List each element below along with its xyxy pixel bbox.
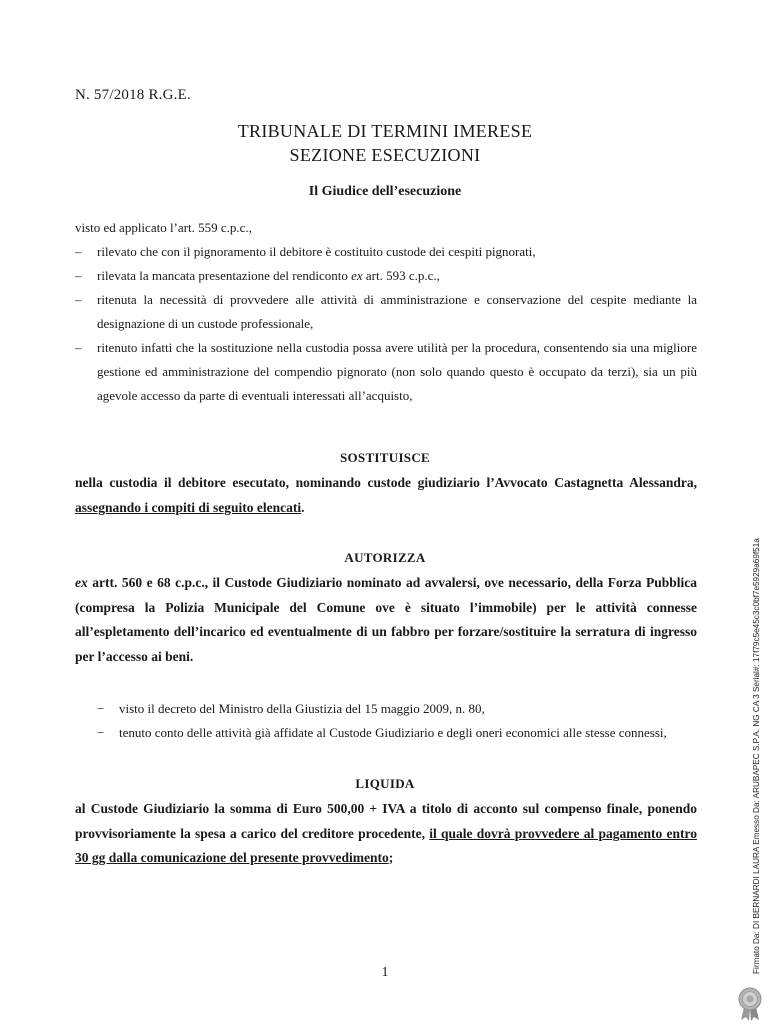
consideration-text: art. 593 c.p.c., [362, 268, 440, 283]
autorizza-paragraph [75, 571, 697, 669]
liquida-heading: LIQUIDA [355, 776, 415, 791]
digital-signature-note: Firmato Da: DI BERNARDI LAURA Emesso Da: ARUBAPEC S.P.A. NG CA 3 Serial#: 17f79c5e45c3c0bf7e5929a69f51a [752, 538, 761, 974]
list-item [75, 240, 697, 264]
list-item [75, 264, 697, 288]
autorizza-italic: ex [75, 575, 88, 590]
autorizza-text: artt. 560 e 68 c.p.c., il Custode Giudiziario nominato ad avvalersi, ove necessario, della Forza Pubblica (compresa la Polizia Municipale del Comune ove è situato l’immobile) per le attività connesse all’espletamento dell’incarico ed eventualmente di un fabbro per forzare/sostituire la serratura di ingresso per l’accesso ai beni. [75, 575, 697, 664]
consideration-text: rilevata la mancata presentazione del rendiconto [97, 268, 352, 283]
consideration-text: ritenuta la necessità di provvedere alle attività di amministrazione e conservazione del cespite mediante la designazione di un custode professionale, [97, 292, 697, 331]
bullet-dash: − [97, 701, 105, 716]
premise-text: visto il decreto del Ministro della Giustizia del 15 maggio 2009, n. 80, [119, 701, 485, 716]
liquida-paragraph [75, 797, 697, 871]
list-item [97, 721, 697, 745]
list-item [75, 336, 697, 408]
judge-title: Il Giudice dell’esecuzione [308, 184, 462, 199]
liquida-end: ; [388, 850, 394, 865]
sostituisce-heading: SOSTITUISCE [339, 450, 430, 465]
bullet-dash: − [97, 725, 105, 740]
considerations-list [75, 240, 697, 408]
consideration-text: ritenuto infatti che la sostituzione nella custodia possa avere utilità per la procedura, consentendo sia una migliore gestione ed amministrazione del compendio pignorato (non solo quando questo è occupato da terzi), sia un più agevole accesso da parte di eventuali interessati all’acquisto, [97, 340, 697, 403]
list-item [97, 697, 697, 721]
consideration-text: rilevato che con il pignoramento il debitore è costituito custode dei cespiti pignorati, [97, 244, 536, 259]
autorizza-heading: AUTORIZZA [344, 550, 426, 565]
bullet-dash: – [75, 340, 82, 355]
page-number: 1 [381, 965, 389, 980]
case-number: N. 57/2018 R.G.E. [75, 87, 191, 103]
seal-icon [735, 987, 765, 1026]
liquida-text: al Custode Giudiziario la somma di Euro 500,00 + IVA a titolo di acconto sul compenso finale, ponendo provvisoriamente la spesa a carico del creditore procedente, [75, 801, 697, 841]
bullet-dash: – [75, 292, 82, 307]
sostituisce-text: nella custodia il debitore esecutato, nominando custode giudiziario l’Avvocato Castagnetta Alessandra, [75, 475, 697, 490]
sostituisce-end: . [301, 499, 305, 515]
premise-text: tenuto conto delle attività già affidate al Custode Giudiziario e degli oneri economici alle stesse connessi, [119, 725, 667, 740]
liquida-underlined: il quale dovrà provvedere al pagamento entro 30 gg dalla comunicazione del presente provvedimento [75, 825, 697, 865]
court-name: TRIBUNALE DI TERMINI IMERESE [237, 121, 533, 141]
sostituisce-paragraph [75, 471, 697, 520]
bullet-dash: – [75, 268, 82, 283]
bullet-dash: – [75, 244, 82, 259]
sostituisce-underlined: assegnando i compiti di seguito elencati [75, 499, 302, 515]
court-section: SEZIONE ESECUZIONI [289, 145, 481, 165]
consideration-italic: ex [351, 268, 363, 283]
premises-list [97, 697, 697, 745]
intro-line: visto ed applicato l’art. 559 c.p.c., [75, 220, 252, 235]
list-item [75, 288, 697, 336]
